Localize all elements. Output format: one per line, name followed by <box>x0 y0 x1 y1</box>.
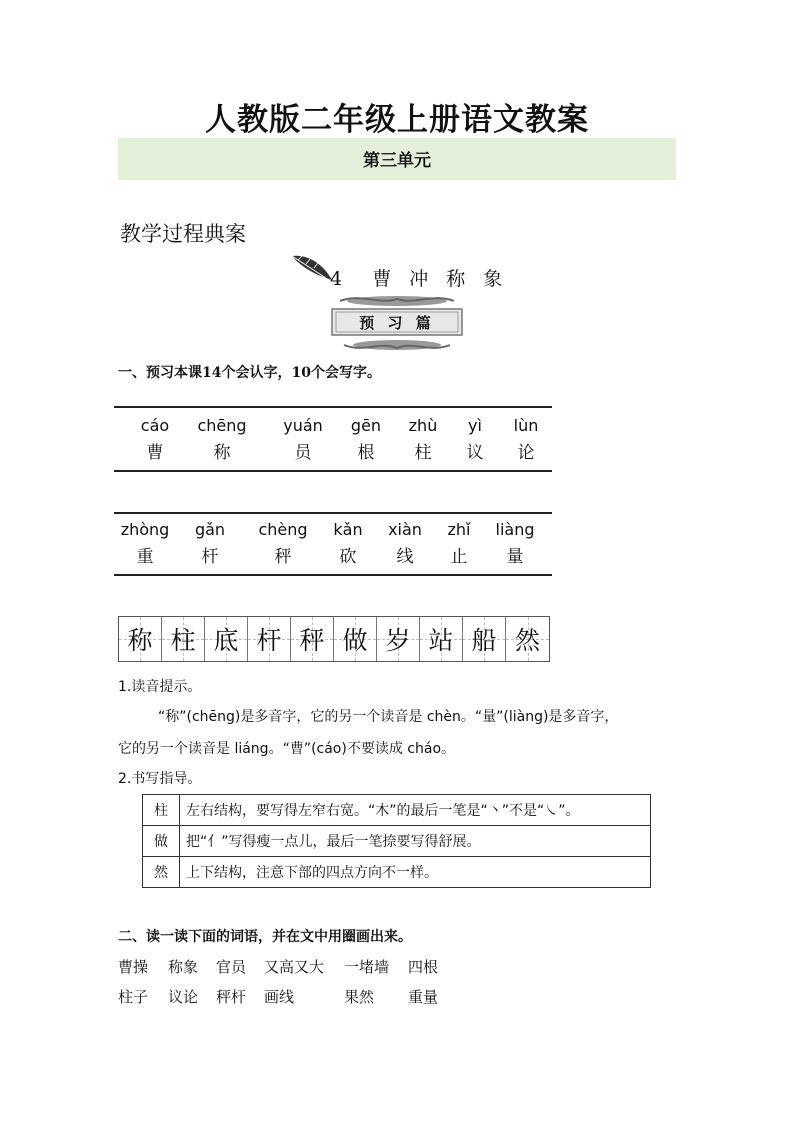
hanzi-char: 员 <box>294 443 312 463</box>
pinyin-cell <box>180 520 240 567</box>
word-item: 四根 <box>408 958 439 976</box>
hanzi-char: 重 <box>136 547 154 567</box>
preview-label: 预 习 篇 <box>359 314 435 332</box>
writing-char: 秤 <box>299 626 325 655</box>
pinyin-cell <box>125 416 185 463</box>
pinyin-text: kǎn <box>333 520 363 539</box>
hanzi-char: 柱 <box>414 443 432 463</box>
pinyin-text: zhù <box>408 416 438 435</box>
writing-cell <box>506 617 549 661</box>
note-1-line-1: “称”(chēng)是多音字，它的另一个读音是 chèn。“量”(liàng)是多音字， <box>158 709 619 725</box>
writing-cell <box>420 617 463 661</box>
writing-cell <box>162 617 205 661</box>
guide-text: 把“亻”写得瘦一点儿，最后一笔捺要写得舒展。 <box>180 826 651 857</box>
question-2-heading: 二、读一读下面的词语，并在文中用圈画出来。 <box>118 929 412 945</box>
pinyin-text: gǎn <box>194 520 226 539</box>
pinyin-text: chèng <box>258 520 308 539</box>
pinyin-text: yì <box>468 416 482 435</box>
pinyin-cell <box>496 416 556 463</box>
guide-char: 柱 <box>143 795 180 826</box>
hanzi-char: 根 <box>357 443 375 463</box>
hanzi-char: 砍 <box>339 547 357 567</box>
writing-char: 岁 <box>385 626 411 655</box>
writing-char: 做 <box>342 626 368 655</box>
table-row <box>143 826 651 857</box>
word-item: 果然 <box>344 988 375 1006</box>
guide-text: 上下结构，注意下部的四点方向不一样。 <box>180 857 651 888</box>
word-item: 一堵墙 <box>344 958 390 976</box>
section-heading: 教学过程典案 <box>120 222 246 246</box>
pinyin-cell <box>253 520 313 567</box>
pinyin-text: gēn <box>350 416 382 435</box>
writing-cell <box>463 617 506 661</box>
rule-bottom-1 <box>114 470 552 472</box>
hanzi-char: 秤 <box>274 547 292 567</box>
pinyin-cell <box>393 416 453 463</box>
word-item: 重量 <box>408 988 439 1006</box>
guide-char: 做 <box>143 826 180 857</box>
hanzi-char: 曹 <box>146 443 164 463</box>
hanzi-char: 量 <box>506 547 524 567</box>
writing-cell <box>334 617 377 661</box>
word-item: 议论 <box>168 988 199 1006</box>
writing-char: 称 <box>127 626 153 655</box>
guide-char: 然 <box>143 857 180 888</box>
table-row <box>143 857 651 888</box>
lesson-name: 曹 冲 称 象 <box>372 268 509 290</box>
writing-cell <box>119 617 162 661</box>
writing-char: 柱 <box>170 626 196 655</box>
writing-guide-table <box>142 794 651 888</box>
note-2-label: 2.书写指导。 <box>118 771 202 787</box>
rule-bottom-2 <box>114 574 552 576</box>
pinyin-text: cáo <box>140 416 170 435</box>
writing-cell <box>377 617 420 661</box>
rule-top-1 <box>114 406 552 408</box>
hanzi-char: 称 <box>213 443 231 463</box>
pinyin-cell <box>485 520 545 567</box>
pinyin-cell <box>429 520 489 567</box>
pinyin-cell <box>318 520 378 567</box>
pinyin-text: liàng <box>495 520 535 539</box>
writing-char: 然 <box>514 626 540 655</box>
writing-cell <box>291 617 334 661</box>
word-item: 官员 <box>216 958 247 976</box>
writing-cell <box>205 617 248 661</box>
writing-char: 杆 <box>256 626 282 655</box>
pinyin-text: zhǐ <box>447 520 471 539</box>
writing-grid <box>118 616 550 662</box>
lesson-number: 4 <box>330 268 349 290</box>
table-row <box>143 795 651 826</box>
word-item: 曹操 <box>118 958 149 976</box>
pinyin-cell <box>192 416 252 463</box>
writing-char: 船 <box>471 626 497 655</box>
writing-cell <box>248 617 291 661</box>
word-item: 称象 <box>168 958 199 976</box>
note-1-label: 1.读音提示。 <box>118 679 202 695</box>
note-1-line-2: 它的另一个读音是 liáng。“曹”(cáo)不要读成 cháo。 <box>118 741 456 757</box>
hanzi-char: 止 <box>450 547 468 567</box>
page-title: 人教版二年级上册语文教案 <box>205 102 589 138</box>
pinyin-text: yuán <box>283 416 323 435</box>
pinyin-cell <box>273 416 333 463</box>
hanzi-char: 线 <box>396 547 414 567</box>
hanzi-char: 议 <box>466 443 484 463</box>
writing-char: 站 <box>428 626 454 655</box>
writing-char: 底 <box>213 626 239 655</box>
pinyin-text: zhòng <box>120 520 170 539</box>
rule-top-2 <box>114 512 552 514</box>
unit-label: 第三单元 <box>363 151 431 171</box>
word-item: 柱子 <box>118 988 149 1006</box>
pinyin-text: lùn <box>513 416 539 435</box>
word-item: 秤杆 <box>216 988 247 1006</box>
guide-text: 左右结构，要写得左窄右宽。“木”的最后一笔是“丶”不是“㇏”。 <box>180 795 651 826</box>
pinyin-text: xiàn <box>388 520 422 539</box>
word-item: 又高又大 <box>264 958 325 976</box>
pinyin-cell <box>115 520 175 567</box>
question-1-heading: 一、预习本课14个会认字，10个会写字。 <box>118 365 381 381</box>
hanzi-char: 杆 <box>201 547 219 567</box>
quill-icon <box>288 250 336 286</box>
lesson-title <box>330 264 508 291</box>
pinyin-cell <box>336 416 396 463</box>
word-item: 画线 <box>264 988 295 1006</box>
pinyin-cell <box>375 520 435 567</box>
pinyin-text: chēng <box>197 416 247 435</box>
hanzi-char: 论 <box>517 443 535 463</box>
